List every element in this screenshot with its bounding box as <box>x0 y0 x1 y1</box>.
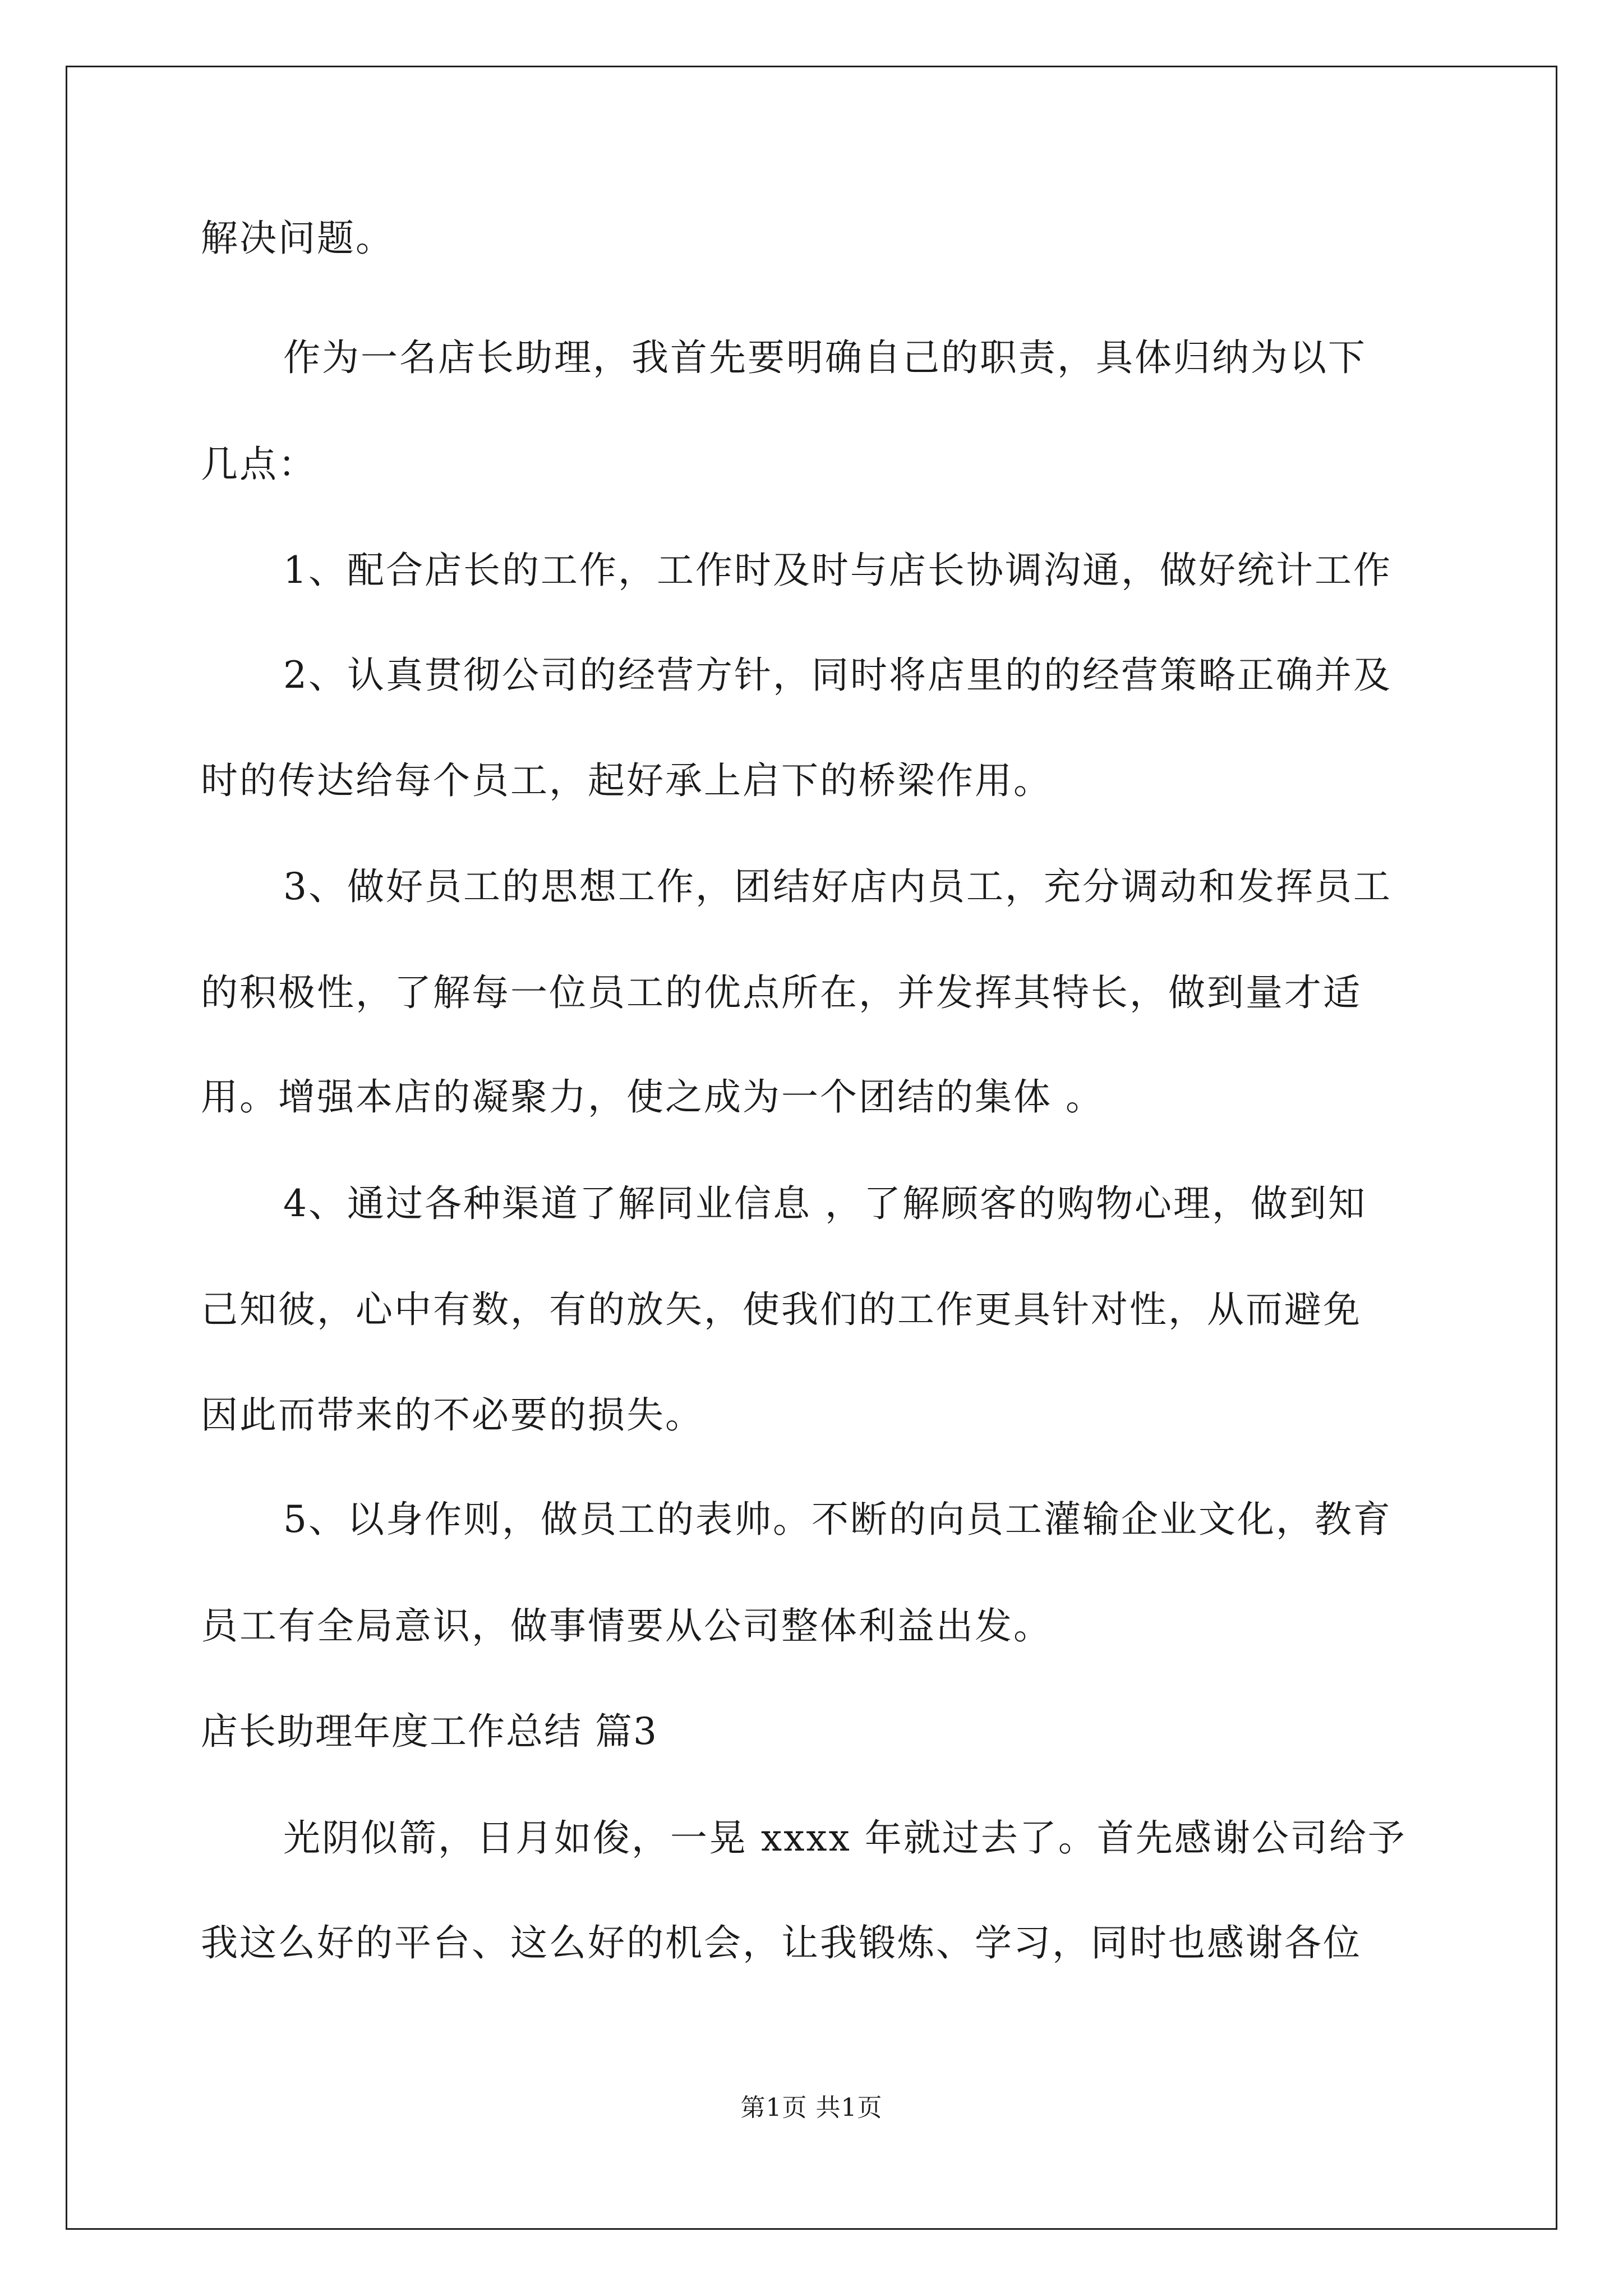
text-line: 己知彼，心中有数，有的放矢，使我们的工作更具针对性，从而避免 <box>201 1288 1362 1331</box>
text-line: 我这么好的平台、这么好的机会，让我锻炼、学习，同时也感谢各位 <box>201 1921 1362 1964</box>
text-line: 时的传达给每个员工，起好承上启下的桥梁作用。 <box>201 759 1052 802</box>
section-heading: 店长助理年度工作总结 篇3 <box>201 1710 658 1753</box>
text-line: 用。增强本店的凝聚力，使之成为一个团结的集体 。 <box>201 1075 1104 1119</box>
text-line: 因此而带来的不必要的损失。 <box>201 1393 704 1437</box>
text-line: 4、通过各种渠道了解同业信息 ，了解顾客的购物心理，做到知 <box>283 1182 1367 1225</box>
text-line: 员工有全局意识，做事情要从公司整体利益出发。 <box>201 1604 1052 1648</box>
text-line: 几点： <box>201 443 317 486</box>
text-line: 作为一名店长助理，我首先要明确自己的职责，具体归纳为以下 <box>283 336 1367 379</box>
page-number-footer: 第1页 共1页 <box>740 2093 883 2122</box>
text-line: 的积极性，了解每一位员工的优点所在，并发挥其特长，做到量才适 <box>201 971 1362 1014</box>
text-line: 5、以身作则，做员工的表帅。不断的向员工灌输企业文化，教育 <box>283 1498 1392 1541</box>
text-line: 解决问题。 <box>201 217 394 260</box>
page-border <box>66 66 1557 2230</box>
text-line: 1、配合店长的工作，工作时及时与店长协调沟通，做好统计工作 <box>283 549 1392 592</box>
text-line: 2、认真贯彻公司的经营方针，同时将店里的的经营策略正确并及 <box>283 654 1392 697</box>
text-line: 光阴似箭，日月如俊，一晃 xxxx 年就过去了。首先感谢公司给予 <box>283 1816 1407 1860</box>
text-line: 3、做好员工的思想工作，团结好店内员工，充分调动和发挥员工 <box>283 865 1392 908</box>
